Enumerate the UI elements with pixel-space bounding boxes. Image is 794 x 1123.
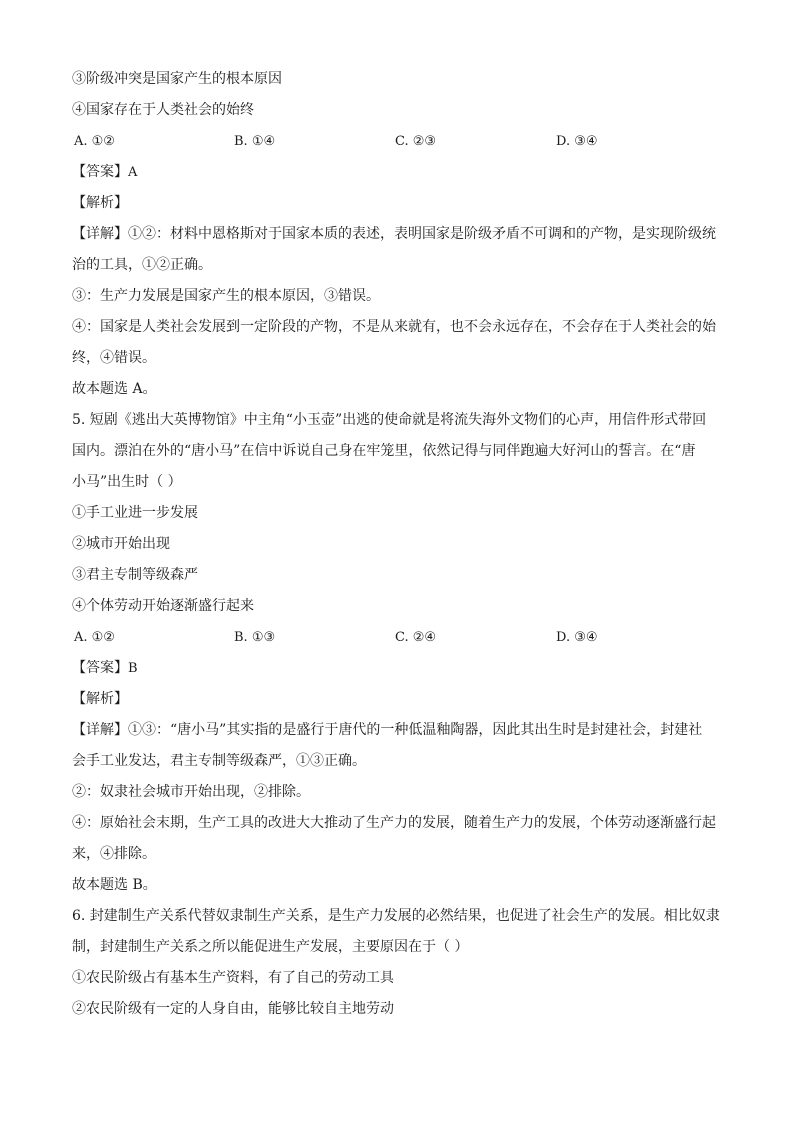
q5-options [72,622,724,653]
q5-conclusion: 故本题选 B。 [72,877,157,893]
q5-detail-line-5: 来，④排除。 [72,846,156,862]
q5-answer-value: B [128,661,138,676]
q4-detail-line-1: 【详解】①②：材料中恩格斯对于国家本质的表述，表明国家是阶级矛盾不可调和的产物，是实现阶级统 [72,226,716,242]
q5-detail-line-4: ④：原始社会末期，生产工具的改进大大推动了生产力的发展，随着生产力的发展，个体劳动逐渐盛行起 [72,815,716,831]
q5-option-b: B. ①③ [234,630,276,645]
q4-detail-line-2: 治的工具，①②正确。 [72,257,212,273]
q5-detail-line-1: 【详解】①③：“唐小马”其实指的是盛行于唐代的一种低温釉陶器，因此其出生时是封建社会，封建社 [72,722,703,738]
q5-answer-tag: 【答案】 [72,660,128,676]
q4-option-c: C. ②③ [395,134,437,149]
q5-stem-line-1: 5. 短剧《逃出大英博物馆》中主角“小玉壶”出逃的使命就是将流失海外文物们的心声，用信件形式带回 [72,412,707,428]
q4-detail-line-4: ④：国家是人类社会发展到一定阶段的产物，不是从来就有，也不会永远存在，不会存在于人类社会的始 [72,319,716,335]
q4-answer-value: A [128,165,138,180]
q5-option-c: C. ②④ [395,630,437,645]
q4-detail-line-5: 终，④错误。 [72,350,156,366]
q4-item-4: ④国家存在于人类社会的始终 [72,102,254,118]
q5-item-4: ④个体劳动开始逐渐盛行起来 [72,598,254,614]
q5-detail-line-2: 会手工业发达，君主专制等级森严，①③正确。 [72,753,366,769]
q4-detail-line-3: ③：生产力发展是国家产生的根本原因，③错误。 [72,288,380,304]
q5-answer [72,653,724,684]
q4-option-b: B. ①④ [234,134,276,149]
q4-answer-tag: 【答案】 [72,164,128,180]
q4-options [72,126,724,157]
q5-stem-line-2: 国内。漂泊在外的“唐小马”在信中诉说自己身在牢笼里，依然记得与同伴跑遍大好河山的誓言。在“唐 [72,443,696,459]
q6-item-1: ①农民阶级占有基本生产资料，有了自己的劳动工具 [72,970,394,986]
q5-option-a: A. ①② [74,630,115,645]
q4-answer [72,157,724,188]
q6-stem-line-1: 6. 封建制生产关系代替奴隶制生产关系，是生产力发展的必然结果，也促进了社会生产的发展。相比奴隶 [72,908,720,924]
q5-item-3: ③君主专制等级森严 [72,567,198,583]
q5-detail-line-3: ②：奴隶社会城市开始出现，②排除。 [72,784,310,800]
q6-item-2: ②农民阶级有一定的人身自由，能够比较自主地劳动 [72,1001,394,1017]
q4-option-a: A. ①② [74,134,115,149]
q4-item-3: ③阶级冲突是国家产生的根本原因 [72,71,282,87]
q4-analysis-tag: 【解析】 [72,195,128,211]
q5-item-1: ①手工业进一步发展 [72,505,198,521]
q4-option-d: D. ③④ [556,134,598,149]
q5-stem-line-3: 小马”出生时（ ） [72,474,182,490]
q6-stem-line-2: 制，封建制生产关系之所以能促进生产发展，主要原因在于（ ） [72,939,469,955]
q5-item-2: ②城市开始出现 [72,536,170,552]
document-page [72,64,724,1025]
q4-conclusion: 故本题选 A。 [72,381,157,397]
q5-option-d: D. ③④ [556,630,598,645]
q5-analysis-tag: 【解析】 [72,691,128,707]
